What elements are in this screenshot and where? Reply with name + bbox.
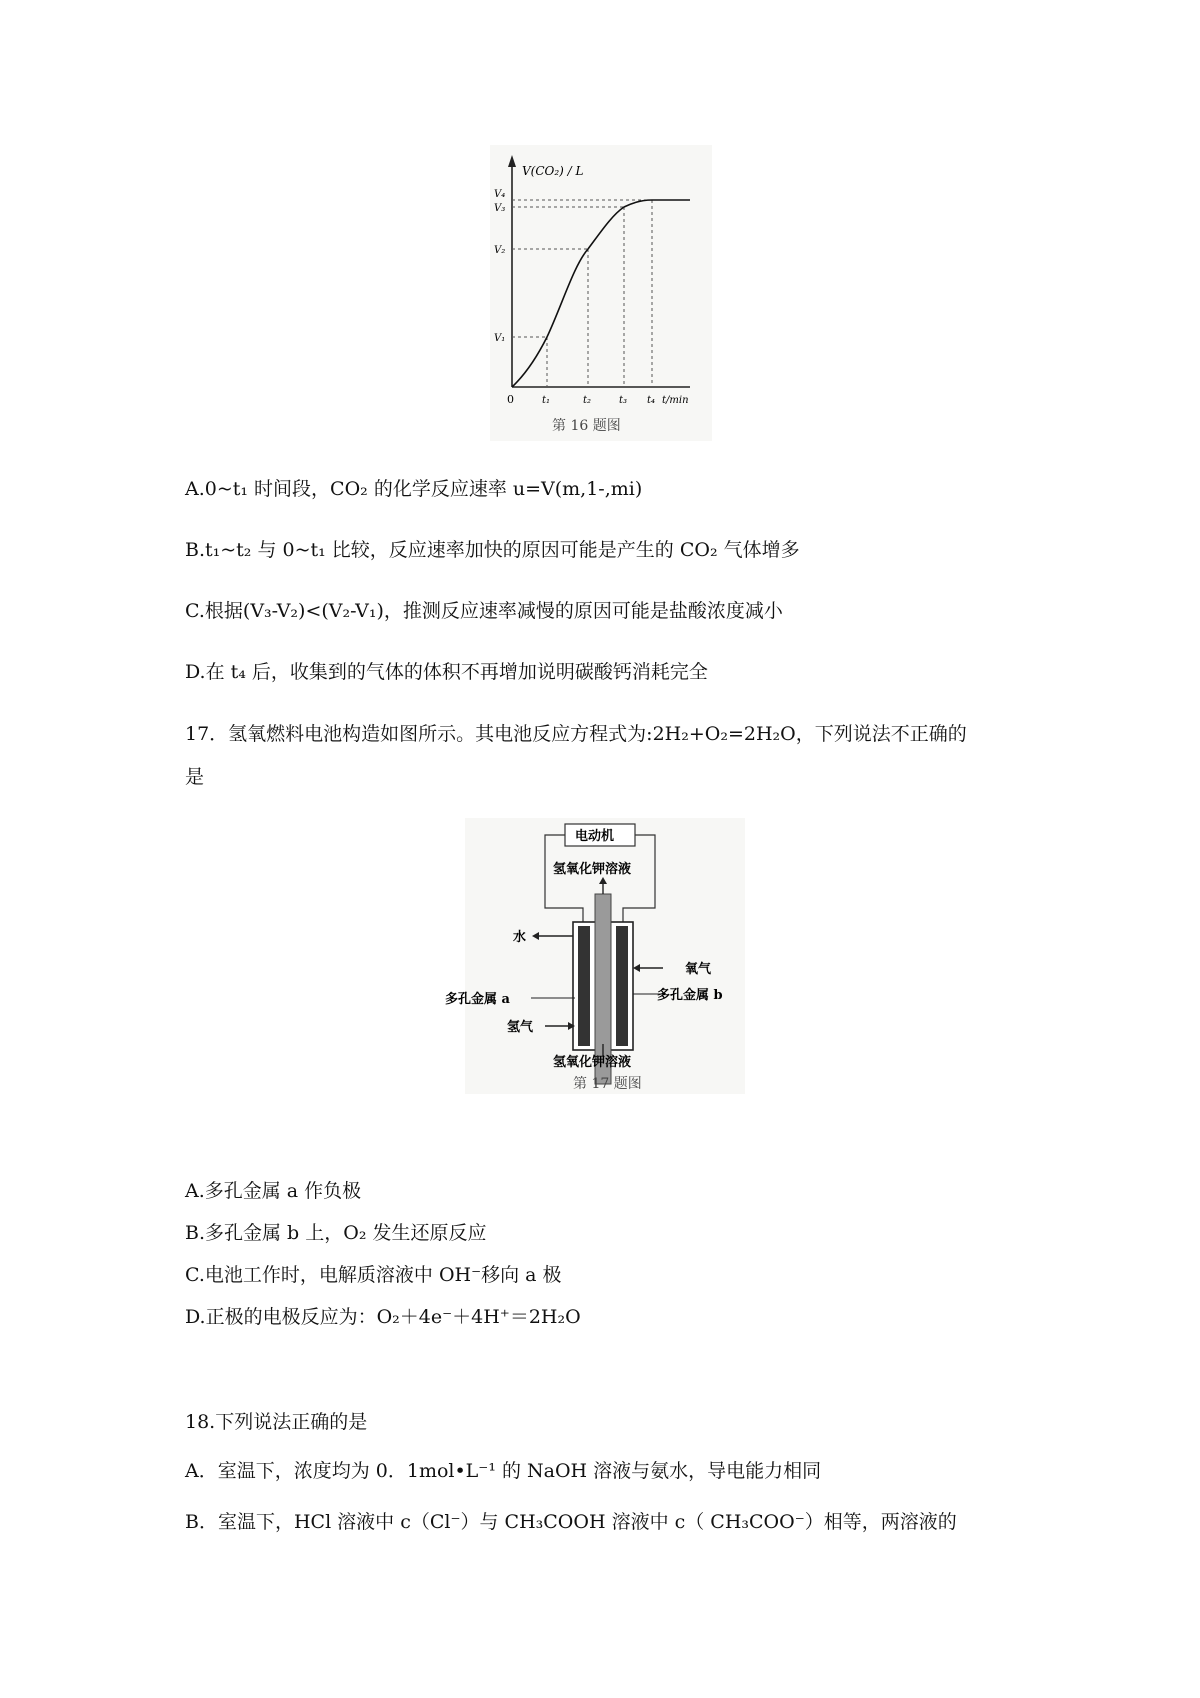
fuel-cell-diagram	[445, 818, 745, 1094]
co2-volume-curve	[512, 200, 690, 387]
q16-option-c: C.根据(V₃-V₂)<(V₂-V₁)，推测反应速率减慢的原因可能是盐酸浓度减小	[185, 600, 783, 622]
figure-16-graph	[490, 145, 712, 441]
q16-option-a: A.0~t₁ 时间段，CO₂ 的化学反应速率 u=V(m,1-,mi)	[185, 478, 643, 500]
q17-option-b: B.多孔金属 b 上，O₂ 发生还原反应	[185, 1222, 487, 1244]
t4-label: t₄	[647, 395, 656, 406]
q17-stem-line1: 17．氢氧燃料电池构造如图所示。其电池反应方程式为:2H₂+O₂=2H₂O，下列说法不正确的	[185, 723, 967, 745]
q18-option-b: B．室温下，HCl 溶液中 c（Cl⁻）与 CH₃COOH 溶液中 c（ CH₃COO⁻）相等，两溶液的	[185, 1511, 957, 1533]
v2-label: V₂	[494, 245, 506, 256]
hydrogen-label: 氢气	[507, 1020, 534, 1035]
koh-top-label: 氢氧化钾溶液	[553, 862, 632, 877]
oxygen-label: 氧气	[685, 962, 712, 977]
t3-label: t₃	[619, 395, 628, 406]
q17-option-c: C.电池工作时，电解质溶液中 OH⁻移向 a 极	[185, 1264, 562, 1286]
t2-label: t₂	[583, 395, 592, 406]
electrode-a	[578, 926, 590, 1046]
water-label: 水	[513, 930, 527, 945]
metal-a-label: 多孔金属 a	[445, 992, 510, 1007]
figure-17	[445, 818, 745, 1094]
electrode-b	[616, 926, 628, 1046]
x-axis-label: t/min	[662, 395, 689, 406]
figure-16	[490, 145, 712, 441]
v4-label: V₄	[494, 189, 506, 200]
figure-16-caption: 第 16 题图	[552, 418, 621, 434]
figure-17-caption: 第 17 题图	[573, 1076, 642, 1092]
guide-lines	[512, 200, 652, 387]
y-axis-arrow	[508, 155, 516, 167]
wire-right	[623, 835, 655, 922]
y-axis-label: V(CO₂) / L	[522, 164, 584, 178]
wire-left	[545, 835, 583, 922]
q18-option-a: A．室温下，浓度均为 0．1mol•L⁻¹ 的 NaOH 溶液与氨水，导电能力相同	[185, 1460, 822, 1482]
q18-stem: 18.下列说法正确的是	[185, 1411, 368, 1433]
origin-label: 0	[507, 393, 514, 406]
q17-stem-line2: 是	[185, 766, 205, 788]
motor-label: 电动机	[575, 829, 615, 844]
q16-option-d: D.在 t₄ 后，收集到的气体的体积不再增加说明碳酸钙消耗完全	[185, 661, 708, 683]
metal-b-label: 多孔金属 b	[657, 988, 723, 1003]
q17-option-a: A.多孔金属 a 作负极	[185, 1180, 362, 1202]
koh-bottom-label: 氢氧化钾溶液	[553, 1055, 632, 1070]
q16-option-b: B.t₁~t₂ 与 0~t₁ 比较，反应速率加快的原因可能是产生的 CO₂ 气体增多	[185, 539, 800, 561]
v1-label: V₁	[494, 333, 506, 344]
v3-label: V₃	[494, 203, 506, 214]
q17-option-d: D.正极的电极反应为：O₂＋4e⁻＋4H⁺＝2H₂O	[185, 1306, 581, 1328]
t1-label: t₁	[542, 395, 551, 406]
